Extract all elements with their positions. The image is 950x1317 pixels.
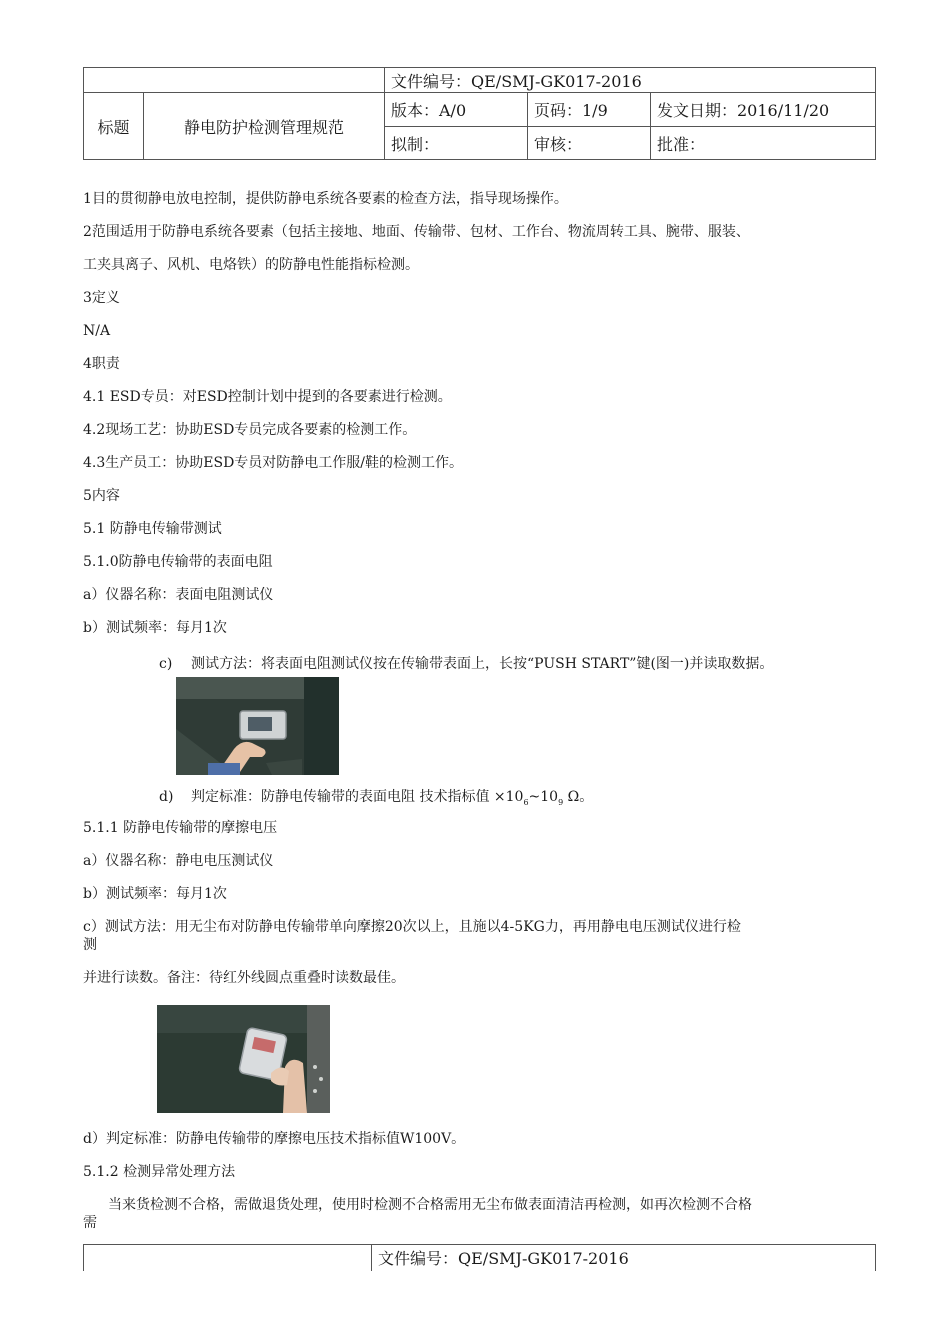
page-number: 页码：1/9 <box>528 93 651 127</box>
document-title: 静电防护检测管理规范 <box>144 93 385 160</box>
header-blank-cell <box>84 68 385 93</box>
exponent-9: 9 <box>558 797 564 807</box>
section-5-1-0-c-marker: c) <box>159 656 173 672</box>
next-page-header-table <box>83 1244 876 1271</box>
section-5-1-1: 5.1.1 防静电传输带的摩擦电压 <box>83 820 278 836</box>
section-5-1-0-d <box>191 788 593 812</box>
section-5-1-1-a: a）仪器名称：静电电压测试仪 <box>83 853 274 869</box>
section-4-2: 4.2现场工艺：协助ESD专员完成各要素的检测工作。 <box>83 422 417 438</box>
footer-blank-cell <box>84 1245 372 1271</box>
resistance-unit: Ω。 <box>563 789 594 805</box>
section-3-na: N/A <box>83 323 111 339</box>
resistance-criterion-text: 判定标准：防静电传输带的表面电阻 技术指标值 ×10 <box>191 789 524 805</box>
friction-voltage-test-photo <box>157 1005 330 1113</box>
exponent-6: 6 <box>523 797 529 807</box>
section-5-1-2: 5.1.2 检测异常处理方法 <box>83 1164 236 1180</box>
section-5-1: 5.1 防静电传输带测试 <box>83 521 222 537</box>
section-5-1-0-c: 测试方法：将表面电阻测试仪按在传输带表面上，长按“PUSH START”键(图一)并读取数据。 <box>191 656 774 672</box>
section-5-1-1-c-line2: 测 <box>83 937 97 953</box>
reviewed-by: 审核： <box>528 127 651 160</box>
section-5-1-2-paragraph-line1: 当来货检测不合格，需做退货处理，使用时检测不合格需用无尘布做表面清洁再检测，如再次检测不合格 <box>108 1197 752 1213</box>
section-5-1-1-c-line1: c）测试方法：用无尘布对防静电传输带单向摩擦20次以上，且施以4-5KG力，再用静电电压测试仪进行检 <box>83 919 741 935</box>
section-2-scope-line2: 工夹具离子、风机、电烙铁）的防静电性能指标检测。 <box>83 257 419 273</box>
section-3-heading: 3定义 <box>83 290 120 306</box>
section-5-1-0-a: a）仪器名称：表面电阻测试仪 <box>83 587 274 603</box>
section-5-1-0: 5.1.0防静电传输带的表面电阻 <box>83 554 273 570</box>
title-label: 标题 <box>84 93 144 160</box>
section-5-1-1-c-line3: 并进行读数。备注：待红外线圆点重叠时读数最佳。 <box>83 970 405 986</box>
section-4-3: 4.3生产员工：协助ESD专员对防静电工作服/鞋的检测工作。 <box>83 455 464 471</box>
footer-doc-number: 文件编号：QE/SMJ-GK017-2016 <box>372 1245 876 1271</box>
section-5-heading: 5内容 <box>83 488 120 504</box>
section-2-scope-line1: 2范围适用于防静电系统各要素（包括主接地、地面、传输带、包材、工作台、物流周转工具、腕带、服装、 <box>83 224 750 240</box>
resistance-range-sep: ~10 <box>528 789 559 805</box>
section-5-1-1-d: d）判定标准：防静电传输带的摩擦电压技术指标值W100V。 <box>83 1131 466 1147</box>
section-5-1-2-paragraph-line2: 需 <box>83 1215 97 1231</box>
section-5-1-0-d-marker: d) <box>159 789 174 805</box>
section-5-1-1-b: b）测试频率：每月1次 <box>83 886 227 902</box>
surface-resistance-test-photo <box>176 677 339 775</box>
doc-number: 文件编号：QE/SMJ-GK017-2016 <box>385 68 876 93</box>
issue-date: 发文日期：2016/11/20 <box>651 93 876 127</box>
approved-by: 批准： <box>651 127 876 160</box>
version: 版本：A/0 <box>385 93 528 127</box>
drafted-by: 拟制： <box>385 127 528 160</box>
section-5-1-0-b: b）测试频率：每月1次 <box>83 620 227 636</box>
section-4-heading: 4职责 <box>83 356 120 372</box>
section-4-1: 4.1 ESD专员：对ESD控制计划中提到的各要素进行检测。 <box>83 389 452 405</box>
section-1-purpose: 1目的贯彻静电放电控制，提供防静电系统各要素的检查方法，指导现场操作。 <box>83 191 568 207</box>
document-header-table <box>83 67 876 160</box>
